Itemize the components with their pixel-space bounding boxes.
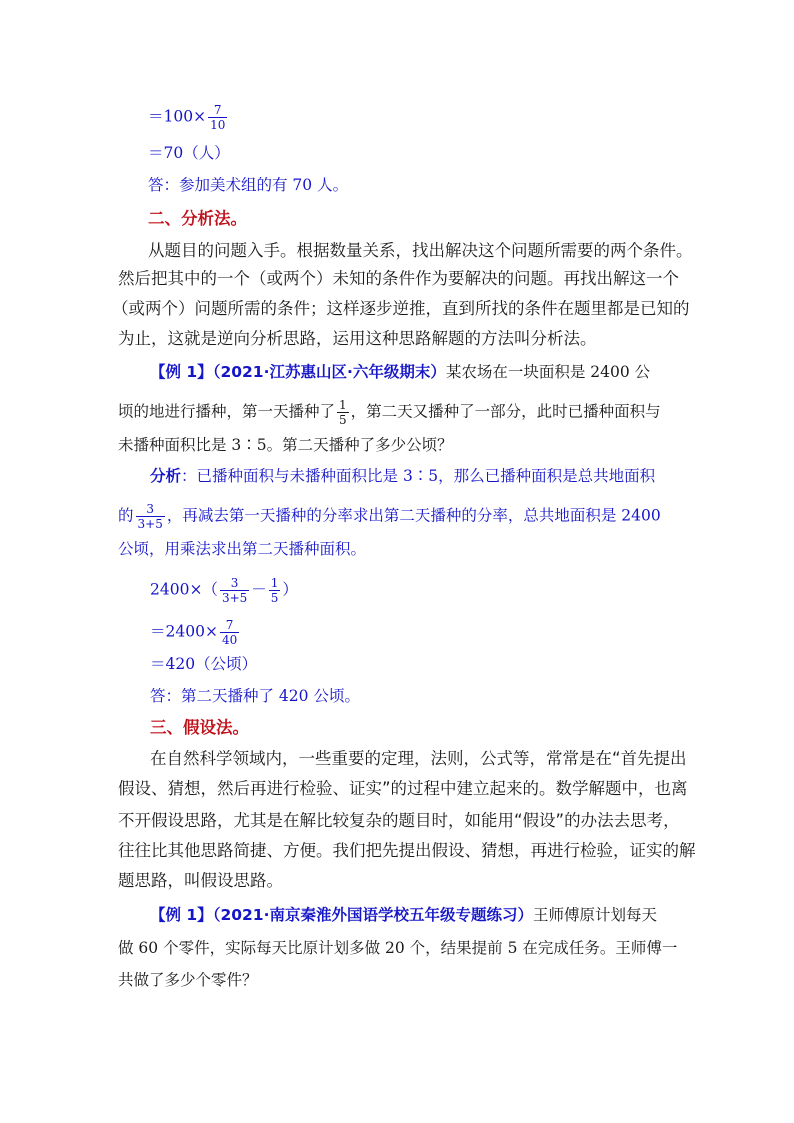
fraction: $\frac{3}{3+5}$ <box>137 502 163 531</box>
answer-line: 答：第二天播种了 420 公顷。 <box>150 687 360 705</box>
calc-line-1: ＝100× $\frac{7}{10}$ <box>148 103 226 132</box>
analysis-label: 分析 <box>150 466 182 485</box>
example-line-1: 【例 1】（2021·南京秦淮外国语学校五年级专题练习）王师傅原计划每天 <box>150 906 657 924</box>
paragraph-line: 为止，这就是逆向分析思路，运用这种思路解题的方法叫分析法。 <box>118 329 597 348</box>
fraction: $\frac{3}{3+5}$ <box>221 576 248 605</box>
fraction: $\frac{7}{40}$ <box>221 618 238 647</box>
analysis-line-1: 分析：已播种面积与未播种面积比是 3∶5，那么已播种面积是总共地面积 <box>150 466 656 485</box>
fraction: $\frac{1}{5}$ <box>339 398 347 427</box>
example-source: （2021·南京秦淮外国语学校五年级专题练习） <box>212 906 533 924</box>
paragraph-line: 然后把其中的一个（或两个）未知的条件作为要解决的问题。再找出解这一个 <box>118 269 679 288</box>
example-line-3: 未播种面积比是 3∶5。第二天播种了多少公顷？ <box>118 436 453 454</box>
example-line-2: 做 60 个零件，实际每天比原计划多做 20 个，结果提前 5 在完成任务。王师傅一 <box>118 939 678 957</box>
fraction: $\frac{7}{10}$ <box>210 103 226 132</box>
paragraph-line: 题思路，叫假设思路。 <box>118 871 283 890</box>
paragraph-line: 不开假设思路，尤其是在解比较复杂的题目时，如能用“假设”的办法去思考， <box>118 811 680 830</box>
section-heading-hypothesis: 三、假设法。 <box>150 718 249 737</box>
example-tag: 【例 1】 <box>150 363 213 381</box>
paragraph-line: 往往比其他思路简捷、方便。我们把先提出假设、猜想，再进行检验，证实的解 <box>118 841 696 860</box>
answer-line: 答：参加美术组的有 70 人。 <box>148 176 349 194</box>
example-line-1: 【例 1】（2021·江苏惠山区·六年级期末）某农场在一块面积是 2400 公 <box>150 363 651 381</box>
calc-line-1: 2400×（ $\frac{3}{3+5}$ － $\frac{1}{5}$ ） <box>150 576 298 605</box>
example-tag: 【例 1】 <box>150 906 213 924</box>
example-line-3: 共做了多少个零件？ <box>118 971 258 989</box>
example-source: （2021·江苏惠山区·六年级期末） <box>212 363 446 381</box>
example-line-2: 顷的地进行播种，第一天播种了 $\frac{1}{5}$ ，第二天又播种了一部分，此时已播种面积与 <box>118 398 661 427</box>
analysis-line-2: 的 $\frac{3}{3+5}$ ，再减去第一天播种的分率求出第二天播种的分率，总共地面积是 2400 <box>118 502 661 531</box>
paragraph-line: 假设、猜想，然后再进行检验、证实”的过程中建立起来的。数学解题中，也离 <box>118 779 688 798</box>
section-heading-analysis: 二、分析法。 <box>148 209 247 228</box>
calc-line-3: ＝420（公顷） <box>150 655 258 673</box>
fraction: $\frac{1}{5}$ <box>270 576 279 605</box>
paragraph-line: （或两个）问题所需的条件；这样逐步逆推，直到所找的条件在题里都是已知的 <box>112 299 690 318</box>
analysis-line-3: 公顷，用乘法求出第二天播种面积。 <box>118 540 367 558</box>
calc-line-2: ＝70（人） <box>148 144 230 162</box>
paragraph-line: 在自然科学领域内，一些重要的定理，法则，公式等，常常是在“首先提出 <box>150 749 687 768</box>
paragraph-line: 从题目的问题入手。根据数量关系，找出解决这个问题所需要的两个条件。 <box>148 241 693 260</box>
calc-line-2: ＝2400× $\frac{7}{40}$ <box>150 618 238 647</box>
